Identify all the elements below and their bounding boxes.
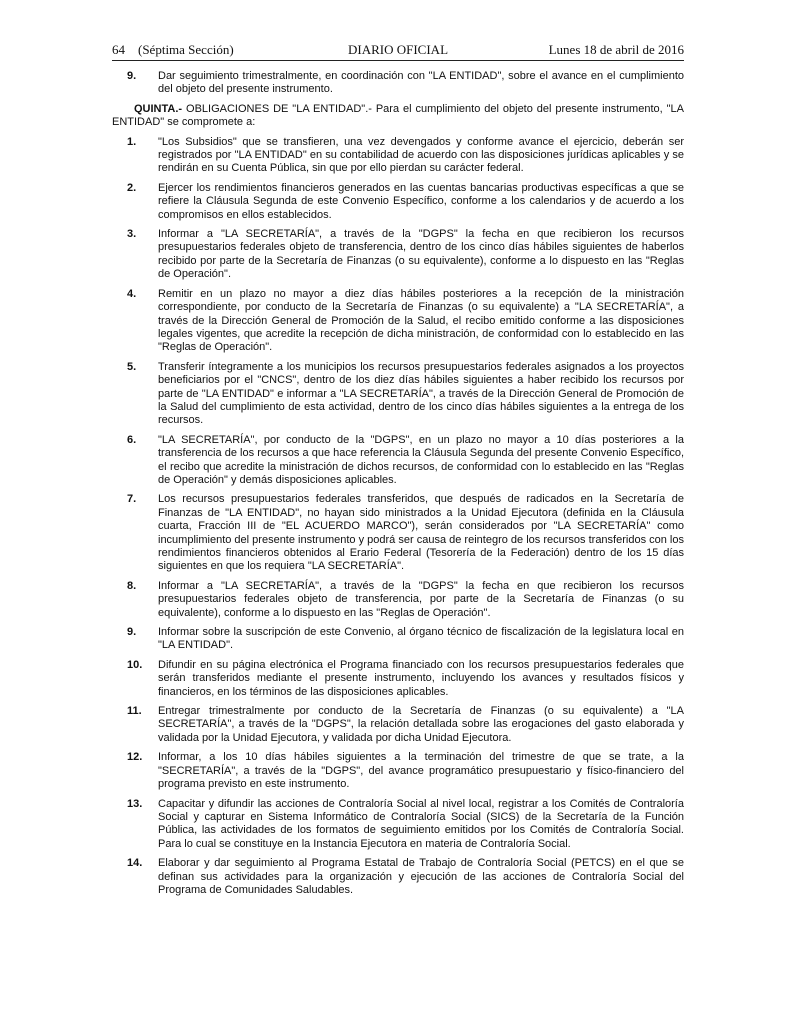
item-number: 2. [127, 181, 137, 194]
list-item [112, 493, 684, 573]
item-number: 7. [127, 493, 137, 506]
clause-quinta [112, 103, 684, 130]
list-item [112, 580, 684, 620]
list-item [112, 182, 684, 222]
item-number: 11. [127, 705, 142, 718]
clause-label: QUINTA.- [134, 102, 183, 115]
section-label: (Séptima Sección) [138, 42, 234, 57]
list-item [112, 705, 684, 745]
item-text: Informar a "LA SECRETARÍA", a través de la "DGPS" la fecha en que recibieron los recursos presupuestarios federales objeto de transferencia, dentro de los cinco días hábiles siguientes de haberlos recibido por parte de la Secretaría de Finanzas (o su equivalente), conforme a lo dispuesto en las "Reglas de Operación". [158, 228, 684, 281]
item-text: Informar sobre la suscripción de este Convenio, al órgano técnico de fiscalización de la legislatura local en "LA ENTIDAD". [158, 626, 684, 652]
publication-title: DIARIO OFICIAL [347, 42, 449, 57]
list-item [112, 751, 684, 791]
list-item [112, 136, 684, 176]
list-item [112, 626, 684, 653]
item-text: Capacitar y difundir las acciones de Contraloría Social al nivel local, registrar a los Comités de Contraloría Social y capturar en Sistema Informático de Contraloría Social (SICS) de la Secretaría de la Función Pública, las actividades de los formatos de seguimiento emitidos por los Comités de Contraloría Social. Para lo cual se constituye en la Instancia Ejecutora en materia de Contraloría Social. [158, 797, 684, 850]
item-number: 1. [127, 135, 137, 148]
list-item [112, 798, 684, 852]
item-text: Ejercer los rendimientos financieros generados en las cuentas bancarias productivas específicas a que se refiere la Cláusula Segunda de este Convenio Específico, conforme a los calendarios y de acuerdo a los compromisos en ellos establecidos. [158, 181, 684, 221]
clause-text: OBLIGACIONES DE "LA ENTIDAD".- Para el cumplimiento del objeto del presente instrumento, "LA ENTIDAD" se compromete a: [112, 102, 684, 129]
list-item [112, 434, 684, 488]
obligations-list [112, 136, 684, 898]
item-text: Informar, a los 10 días hábiles siguientes a la terminación del trimestre de que se trate, a la "SECRETARÍA", a través de la "DGPS", del avance programático presupuestario y físico-financiero del programa previsto en este instrumento. [158, 751, 684, 791]
header-date: Lunes 18 de abril de 2016 [548, 42, 684, 57]
page-number: 64 [112, 42, 125, 57]
item-number: 10. [127, 658, 143, 671]
item-text: Dar seguimiento trimestralmente, en coordinación con "LA ENTIDAD", sobre el avance en el cumplimiento del objeto del presente instrumento. [158, 70, 684, 96]
page-header [112, 42, 684, 61]
document-body [112, 70, 684, 903]
item-number: 13. [127, 797, 143, 810]
list-item [112, 857, 684, 897]
item-number: 9. [127, 626, 137, 639]
item-number: 4. [127, 287, 137, 300]
item-text: Difundir en su página electrónica el Programa financiado con los recursos presupuestarios federales que serán transferidos mediante el presente instrumento, incluyendo los avances y resultados físicos y financieros, en los términos de las disposiciones aplicables. [158, 658, 684, 698]
item-text: Los recursos presupuestarios federales transferidos, que después de radicados en la Secretaría de Finanzas de "LA ENTIDAD", no hayan sido ministrados a la Unidad Ejecutora (definida en la Cláusula cuarta, Fracción III de "EL ACUERDO MARCO"), serán considerados por "LA SECRETARÍA" como incumplimiento del presente instrumento y podrá ser causa de reintegro de los recursos transferidos con los rendimientos financieros obtenidos al Erario Federal (Tesorería de la Federación) dentro de los 15 días siguientes en que los requiera "LA SECRETARÍA". [158, 493, 684, 573]
list-item [112, 288, 684, 355]
item-text: "LA SECRETARÍA", por conducto de la "DGPS", en un plazo no mayor a 10 días posteriores a la transferencia de los recursos a que hace referencia la Cláusula Segunda del presente Convenio Específico, el recibo que acredite la ministración de dichos recursos, de conformidad con lo establecido en las "Reglas de Operación" y demás disposiciones aplicables. [158, 433, 684, 486]
item-text: Entregar trimestralmente por conducto de la Secretaría de Finanzas (o su equivalente) a "LA SECRETARÍA", a través de la "DGPS", la relación detallada sobre las erogaciones del gasto elaborada y validada por la Unidad Ejecutora, y validada por dicha Unidad Ejecutora. [158, 705, 684, 744]
item-text: Transferir íntegramente a los municipios los recursos presupuestarios federales asignados a los proyectos beneficiarios por el "CNCS", dentro de los diez días hábiles siguientes a haber recibido los recursos por parte de "LA ENTIDAD" e informar a "LA SECRETARÍA", a través de la Dirección General de Promoción de la Salud del cumplimiento de esta actividad, dentro de los cinco días hábiles siguientes a la entrega de los recursos. [158, 360, 684, 427]
item-text: Elaborar y dar seguimiento al Programa Estatal de Trabajo de Contraloría Social (PETCS) en el que se definan sus actividades para la organización y ejecución de las acciones de Contraloría Social del Programa de Comunidades Saludables. [158, 857, 684, 896]
list-item [112, 70, 684, 97]
item-text: Informar a "LA SECRETARÍA", a través de la "DGPS" la fecha en que recibieron los recursos presupuestarios federales objeto de transferencia, por parte de la Secretaría de Finanzas (o su equivalente), conforme a lo dispuesto en las "Reglas de Operación". [158, 579, 684, 619]
item-number: 6. [127, 433, 137, 446]
item-number: 12. [127, 751, 143, 764]
item-number: 8. [127, 579, 137, 592]
item-number: 9. [127, 70, 137, 82]
item-number: 3. [127, 228, 137, 241]
list-item [112, 228, 684, 282]
list-item [112, 361, 684, 428]
item-text: Remitir en un plazo no mayor a diez días hábiles posteriores a la recepción de la ministración correspondiente, por conducto de la Secretaría de Finanzas (o su equivalente) a "LA SECRETARÍA", a través de la Dirección General de Promoción de la Salud, el recibo emitido conforme a las disposiciones legales vigentes, que acredite la recepción de dicha ministración, de conformidad con lo establecido en las "Reglas de Operación". [158, 287, 684, 354]
item-number: 5. [127, 360, 137, 373]
item-number: 14. [127, 857, 143, 870]
list-item [112, 659, 684, 699]
item-text: "Los Subsidios" que se transfieren, una vez devengados y conforme avance el ejercicio, deberán ser registrados por "LA ENTIDAD" en su contabilidad de acuerdo con las disposiciones jurídicas aplicables y se rendirán en su Cuenta Pública, sin que por ello pierdan su carácter federal. [158, 135, 684, 175]
